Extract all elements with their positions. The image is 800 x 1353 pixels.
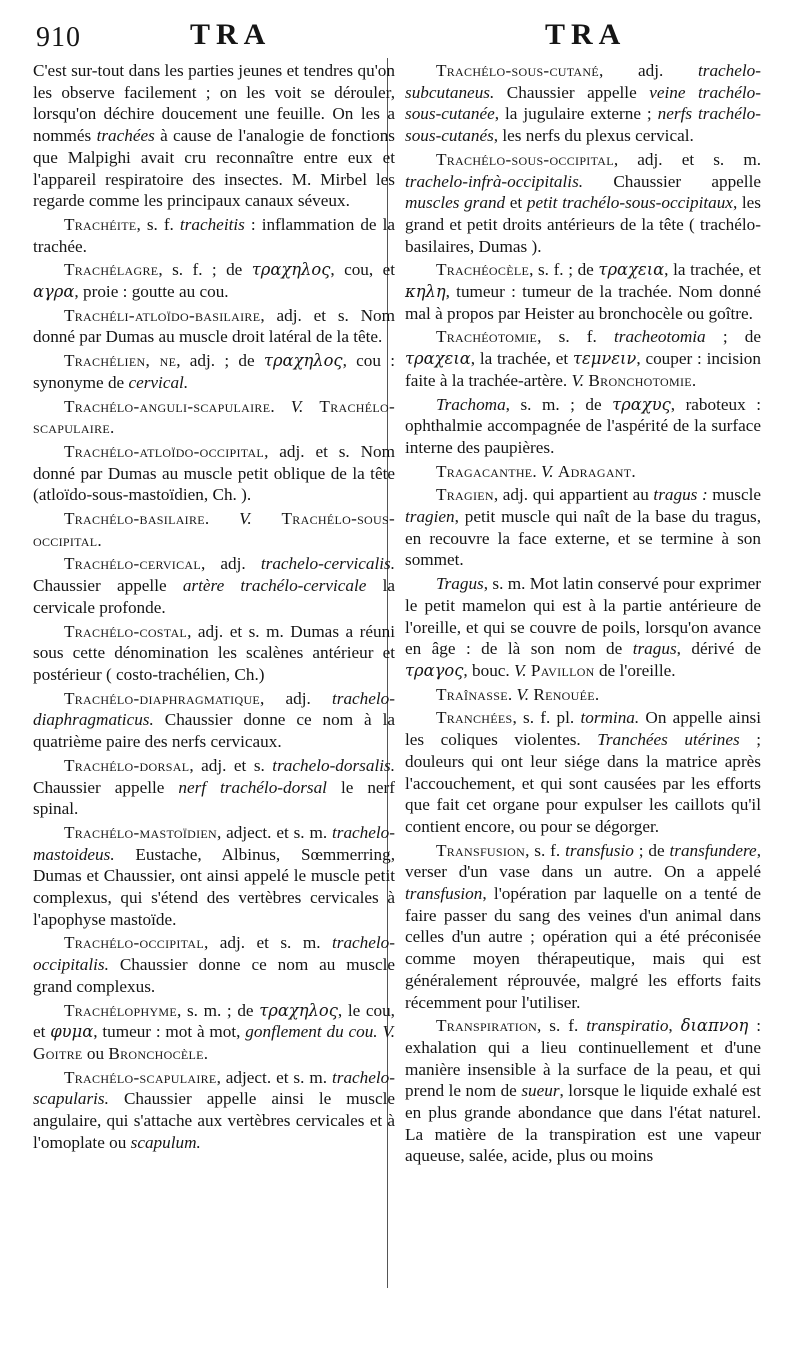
dictionary-entry	[33, 1067, 395, 1154]
text-run: , s. f.	[537, 327, 614, 347]
text-run: , le cou, et	[33, 1000, 395, 1042]
headword: Trachélien, ne	[63, 351, 177, 371]
headword: Trachélo-basilaire	[63, 509, 205, 529]
italic-term: trachelo-diaphragmaticus.	[33, 688, 395, 730]
text-run: , adj. qui appartient au	[493, 485, 654, 505]
headword: Trachélophyme	[63, 1000, 178, 1020]
text-run: , couper : incision faite à la trachée-artère.	[405, 349, 761, 390]
greek-etymon: τραχηλος	[251, 260, 331, 280]
dictionary-entry	[33, 508, 395, 551]
italic-term: trachelo-subcutaneus.	[405, 61, 761, 102]
text-run: .	[204, 509, 240, 529]
dictionary-entry	[33, 441, 395, 506]
italic-term: veine trachélo-sous-cutanée	[405, 82, 761, 124]
italic-term: tracheitis	[179, 214, 245, 234]
text-run: , cou, et	[330, 260, 395, 280]
text-run: le nerf spinal.	[33, 777, 395, 819]
dictionary-entry	[33, 214, 395, 257]
text-run: , raboteux : ophthalmie accompagnée de l'aspérité de la surface interne des paupières.	[405, 394, 761, 457]
greek-etymon: τραχεια	[405, 349, 471, 369]
greek-etymon: φυμα	[50, 1022, 94, 1042]
headword: Bronchotomie.	[588, 370, 697, 390]
text-run: , adj. et s. m.	[203, 933, 332, 953]
text-run: Chaussier appelle	[583, 171, 761, 191]
text-run: , s. f.	[525, 840, 566, 860]
italic-term: V.	[514, 660, 527, 680]
headword: Tragacanthe	[435, 461, 533, 481]
text-run: , tumeur : tumeur de la trachée. Nom donné mal à propos par Heister au bronchocèle ou goître.	[405, 282, 761, 323]
dictionary-entry	[33, 350, 395, 393]
dictionary-entry	[405, 684, 761, 706]
page-number: 910	[36, 22, 81, 53]
headword: Transpiration	[435, 1016, 538, 1036]
italic-term: tragus :	[653, 485, 708, 505]
text-run: à cause de l'analogie de fonctions que Malpighi avait cru reconnaître entre eux et l'appareil respiratoire des insectes. M. Mirbel les regarde comme les principaux canaux séveux.	[33, 126, 395, 211]
dictionary-entry	[33, 553, 395, 618]
greek-etymon: αγρα	[33, 282, 75, 302]
italic-term: V.	[239, 509, 252, 529]
text-run: , s. f. ; de	[158, 260, 252, 280]
italic-term: V.	[290, 396, 304, 416]
text-run: , adj. ; de	[176, 351, 264, 371]
italic-term: tracheotomia	[614, 327, 706, 347]
text-run: , adj. et s. Nom donné par Dumas au muscle petit oblique de la tête (atloïdo-sous-mastoïdien, Ch. ).	[33, 441, 395, 505]
italic-term: transfusio	[565, 840, 634, 860]
headword: Tragien	[435, 485, 494, 505]
italic-term: V.	[382, 1022, 396, 1042]
italic-term: nerf trachélo-dorsal	[178, 777, 327, 797]
text-run: , adject. et s. m.	[217, 822, 332, 842]
dictionary-entry	[405, 1015, 761, 1167]
text-run: , s. f.	[537, 1016, 587, 1036]
headword: Traînasse	[435, 684, 508, 704]
headword: Trachélagre	[63, 260, 159, 280]
italic-term: muscles grand	[405, 193, 506, 213]
dictionary-entry	[405, 573, 761, 682]
headword: Trachélo-cervical	[63, 554, 201, 574]
text-run: , s. f.	[136, 214, 180, 234]
headword: Transfusion	[435, 840, 526, 860]
text-run: : exhalation qui a lieu continuellement et d'une manière insensible à la surface de la peau, et qui prend le nom de	[405, 1016, 761, 1101]
text-run: muscle	[707, 485, 761, 505]
text-run: , s. m. ; de	[177, 1000, 260, 1020]
italic-term: trachelo-scapularis.	[33, 1067, 395, 1109]
italic-term: V.	[571, 370, 585, 390]
text-run: , adj. et s. Nom donné par Dumas au muscle droit latéral de la tête.	[33, 305, 395, 347]
greek-etymon: τραχηλος	[263, 351, 343, 371]
dictionary-entry	[405, 60, 761, 147]
italic-term: gonflement du cou.	[245, 1022, 378, 1042]
text-run: , l'opération par laquelle on a tenté de faire passer du sang des veines d'un animal dans celles d'un autre ; opération qui a été préconisée comme moyen thérapeutique, mais qui est généralement réprouvée, malgré les efforts faits récemment pour l'utiliser.	[405, 884, 761, 1012]
greek-etymon: τραχηλος	[259, 1000, 338, 1020]
text-run: , bouc.	[463, 660, 515, 680]
text-run: , tumeur : mot à mot,	[93, 1022, 246, 1042]
text-run: , adj. et s.	[189, 755, 273, 775]
text-run: Chaussier donne ce nom au muscle grand complexus.	[33, 955, 395, 996]
text-run: , adj.	[598, 61, 698, 80]
headword: Trachéli-atloïdo-basilaire	[63, 305, 261, 325]
headword: Trachéite	[63, 214, 137, 234]
dictionary-entry	[405, 326, 761, 391]
greek-etymon: τραχεια	[598, 260, 665, 280]
text-run: Eustache, Albinus, Sœmmerring, Dumas et Chaussier, ont ainsi appelé le muscle petit complexus, qui s'étend des vertèbres cervicales à l'apophyse mastoïde.	[33, 844, 395, 929]
text-run: .	[270, 396, 291, 416]
italic-term: petit trachélo-sous-occipitaux	[526, 193, 733, 213]
dictionary-entry	[33, 822, 395, 931]
italic-term: trachelo-infrà-occipitalis.	[405, 171, 584, 191]
text-run: .	[507, 684, 517, 704]
dictionary-entry	[405, 707, 761, 837]
text-run: , adj.	[200, 554, 261, 574]
italic-term: cervical.	[128, 372, 189, 392]
running-head-left: TRA	[190, 18, 272, 51]
text-run: ; de	[705, 327, 761, 347]
dictionary-entry	[405, 394, 761, 459]
italic-term: trachées	[96, 126, 155, 146]
italic-term: trachelo-occipitalis.	[33, 933, 395, 975]
italic-term: V.	[516, 684, 530, 704]
headword: Renouée.	[533, 684, 600, 704]
text-run: Chaussier appelle	[33, 576, 183, 596]
italic-term: artère trachélo-cervicale	[182, 576, 367, 596]
headword: Trachélo-dorsal	[63, 755, 190, 775]
text-run: Chaussier appelle	[33, 777, 179, 797]
text-run: de l'oreille.	[594, 660, 676, 680]
headword: Trachélo-occipital	[63, 933, 204, 953]
greek-etymon: τραχυς	[612, 394, 671, 414]
dictionary-entry	[33, 932, 395, 997]
greek-etymon: διαπνοη	[680, 1016, 749, 1036]
text-run: C'est sur-tout dans les parties jeunes et tendres qu'on les observe facilement ; on les voit se dérouler, lorsqu'on déchire doucement une feuille. On les a nommés	[33, 61, 395, 146]
italic-term: sueur	[521, 1081, 560, 1101]
italic-term: tragus	[632, 639, 677, 659]
text-run	[303, 397, 319, 416]
dictionary-entry	[33, 396, 395, 439]
text-run: , adj. et s. m.	[613, 149, 761, 169]
text-run: la cervicale profonde.	[33, 576, 396, 617]
text-run	[252, 509, 282, 528]
text-run: , les nerfs du plexus cervical.	[493, 126, 694, 146]
italic-term: V.	[541, 461, 554, 481]
text-run: , cou : synonyme de	[33, 351, 396, 392]
dictionary-entry	[405, 484, 761, 571]
headword: Trachélo-sous-occipital.	[33, 509, 395, 550]
text-run: , s. m. Mot latin conservé pour exprimer le petit mamelon qui est à la partie antérieure de l'oreille, et qui se couvre de poils, lorsqu'on avance en âge : de là son nom de	[405, 574, 761, 659]
greek-etymon: τραγος	[405, 660, 464, 680]
italic-term: tragien	[405, 507, 455, 527]
text-run: , s. m. ; de	[505, 394, 613, 414]
text-run: ; douleurs qui ont leur siége dans la matrice après l'accouchement, et qui sont causées par les efforts que fait cet organe pour expulser les caillots qu'il contient encore, ou pour se dégorger.	[405, 730, 762, 836]
text-run: , la trachée, et	[664, 260, 761, 280]
text-run: , la trachée, et	[470, 349, 573, 369]
italic-term: Trachoma	[435, 394, 506, 414]
text-run: , dérivé de	[676, 639, 761, 659]
text-run: ; de	[633, 840, 670, 860]
headword: Pavillon	[530, 660, 595, 680]
italic-term: trachelo-cervicalis.	[260, 554, 395, 574]
italic-term: nerfs trachélo-sous-cutanés	[405, 104, 761, 146]
italic-term: transfundere	[669, 840, 757, 860]
headword: Adragant.	[557, 461, 636, 481]
headword: Trachélo-costal	[63, 621, 188, 641]
text-run: ou	[82, 1043, 109, 1063]
italic-term: Tranchées utérines	[597, 730, 740, 750]
headword: Bronchocèle.	[108, 1043, 209, 1063]
italic-term: trachelo-dorsalis.	[272, 755, 395, 775]
headword: Trachélo-mastoïdien	[63, 822, 217, 842]
greek-etymon: τεμνειν	[572, 349, 637, 369]
headword: Trachéocèle	[435, 260, 530, 280]
italic-term: Tragus	[435, 574, 484, 594]
italic-term: transfusion	[405, 884, 483, 904]
headword: Trachéotomie	[435, 327, 538, 347]
dictionary-entry	[33, 755, 395, 820]
text-run: .	[532, 461, 542, 481]
text-run: , adj.	[260, 688, 332, 708]
dictionary-entry	[33, 1000, 395, 1065]
headword: Tranchées	[435, 708, 513, 728]
headword: Goitre	[33, 1043, 83, 1063]
headword: Trachélo-scapulaire.	[33, 396, 396, 438]
left-column	[33, 60, 395, 1155]
italic-term: tormina.	[580, 708, 640, 728]
dictionary-entry	[405, 461, 761, 483]
dictionary-entry	[33, 305, 395, 348]
text-run: , verser d'un vase dans un autre. On a appelé	[405, 840, 761, 882]
text-run: , s. f. pl.	[512, 708, 581, 728]
text-run: , la jugulaire externe ;	[494, 104, 658, 124]
dictionary-entry	[33, 259, 395, 302]
text-run: ,	[668, 1016, 681, 1036]
text-run: Chaussier donne ce nom à la quatrième paire des nerfs cervicaux.	[33, 710, 395, 752]
text-run: , adj. et s. m. Dumas a réuni sous cette dénomination les scalènes antérieur et postérieur ( costo-trachélien, Ch.)	[33, 621, 395, 684]
dictionary-entry	[405, 840, 761, 1014]
text-run: On appelle ainsi les coliques violentes.	[405, 708, 762, 750]
headword: Trachélo-anguli-scapulaire	[63, 396, 271, 416]
italic-term: transpiratio	[586, 1016, 669, 1036]
text-run: : inflammation de la trachée.	[33, 214, 395, 256]
dictionary-entry	[405, 149, 761, 258]
text-run: , adject. et s. m.	[216, 1067, 332, 1087]
text-run: , proie : goutte au cou.	[74, 282, 229, 302]
right-column	[405, 60, 761, 1169]
headword: Trachélo-diaphragmatique	[63, 688, 261, 708]
text-run: , les grand et petit droits antérieurs de la tête ( trachélo-basilaires, Dumas ).	[405, 193, 761, 256]
text-run: Chaussier appelle	[494, 82, 650, 102]
dictionary-entry	[33, 621, 395, 686]
italic-term: trachelo-mastoideus.	[33, 822, 395, 864]
italic-term: scapulum.	[130, 1132, 201, 1152]
greek-etymon: κηλη	[405, 282, 446, 302]
dictionary-entry	[33, 688, 395, 753]
dictionary-entry	[405, 259, 761, 324]
text-run: , lorsque le liquide exhalé est en plus grande abondance que dans l'état naturel. La matière de la transpiration est une vapeur aqueuse, salée, acide, plus ou moins	[405, 1081, 761, 1166]
headword: Trachélo-sous-occipital	[435, 149, 614, 169]
headword: Trachélo-atloïdo-occipital	[63, 441, 265, 461]
text-run: , petit muscle qui naît de la base du tragus, en recouvre la face externe, et se termine à son sommet.	[405, 507, 761, 570]
headword: Trachélo-sous-cutané	[435, 61, 599, 80]
text-run: Chaussier appelle ainsi le muscle angulaire, qui s'attache aux vertèbres cervicales et à l'omoplate ou	[33, 1089, 395, 1152]
text-run: et	[505, 193, 527, 213]
running-head-right: TRA	[545, 18, 627, 51]
paragraph-continuation	[33, 60, 395, 212]
text-run: , s. f. ; de	[529, 260, 599, 280]
headword: Trachélo-scapulaire	[63, 1067, 217, 1087]
